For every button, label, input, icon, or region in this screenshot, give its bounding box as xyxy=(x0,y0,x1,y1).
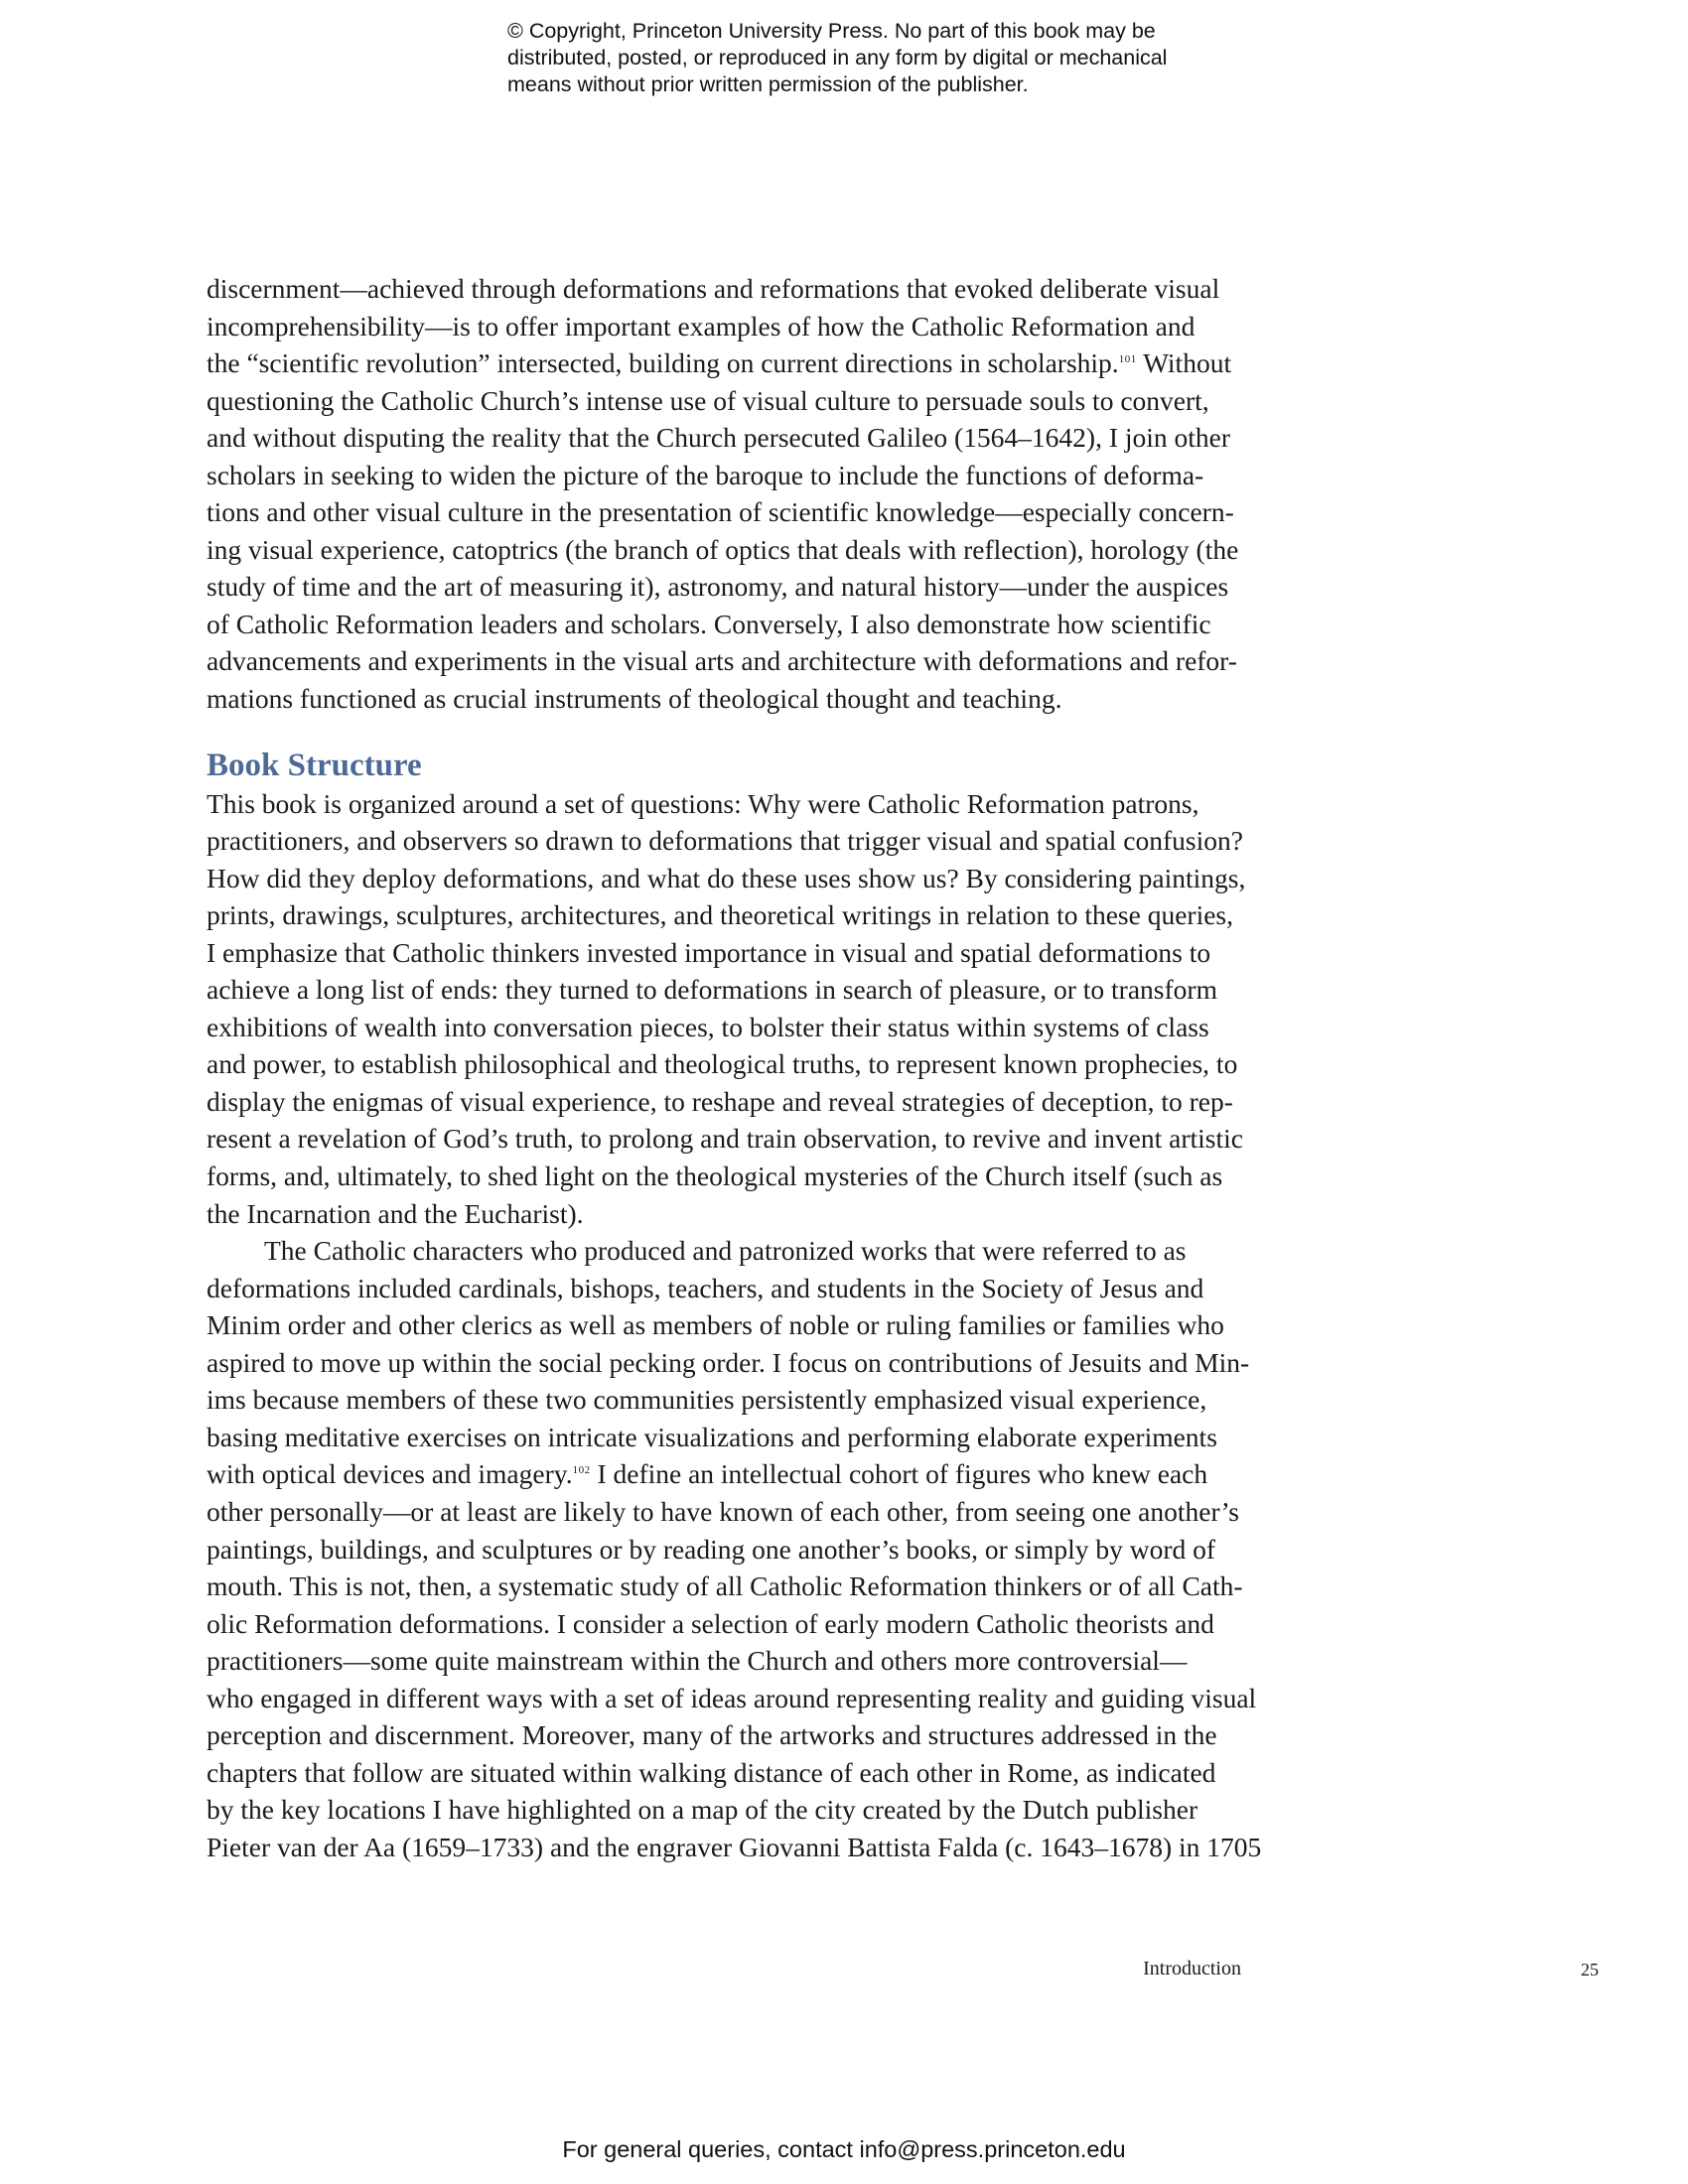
text-line: This book is organized around a set of questions: Why were Catholic Reformation patrons, xyxy=(207,787,1199,819)
footnote-marker[interactable]: 101 xyxy=(1118,352,1137,365)
text-line: other personally—or at least are likely to have known of each other, from seeing one another’s xyxy=(207,1495,1239,1527)
text-line: practitioners, and observers so drawn to deformations that trigger visual and spatial confusion? xyxy=(207,825,1243,857)
text-line: by the key locations I have highlighted on a map of the city created by the Dutch publisher xyxy=(207,1794,1198,1826)
text-line: and without disputing the reality that the Church persecuted Galileo (1564–1642), I join other xyxy=(207,422,1231,454)
paragraph-book-structure xyxy=(207,785,1261,1233)
text-line: discernment—achieved through deformations and reformations that evoked deliberate visual xyxy=(207,273,1220,304)
text-line: practitioners—some quite mainstream within the Church and others more controversial— xyxy=(207,1645,1188,1677)
copyright-line: distributed, posted, or reproduced in any form by digital or mechanical xyxy=(507,46,1168,69)
copyright-line: © Copyright, Princeton University Press. No part of this book may be xyxy=(507,19,1156,43)
text-line: prints, drawings, sculptures, architectures, and theoretical writings in relation to these queries, xyxy=(207,899,1234,931)
footnote-marker[interactable]: 102 xyxy=(572,1464,591,1477)
text-span: with optical devices and imagery. xyxy=(207,1458,573,1490)
text-line: scholars in seeking to widen the picture of the baroque to include the functions of deforma- xyxy=(207,459,1204,490)
page-number: 25 xyxy=(1581,1960,1599,1979)
text-line: advancements and experiments in the visual arts and architecture with deformations and refor- xyxy=(207,645,1237,677)
text-line: deformations included cardinals, bishops, teachers, and students in the Society of Jesus and xyxy=(207,1272,1204,1303)
text-line: exhibitions of wealth into conversation pieces, to bolster their status within systems of class xyxy=(207,1011,1209,1042)
text-line: The Catholic characters who produced and patronized works that were referred to as xyxy=(264,1235,1187,1267)
text-span: I define an intellectual cohort of figures who knew each xyxy=(590,1458,1208,1490)
section-heading: Book Structure xyxy=(207,747,422,783)
section-spacer xyxy=(207,718,1261,746)
text-line xyxy=(207,1455,1261,1493)
text-line: resent a revelation of God’s truth, to prolong and train observation, to revive and invent artistic xyxy=(207,1123,1243,1155)
contact-footer: For general queries, contact info@press.princeton.edu xyxy=(562,2136,1126,2162)
running-head: Introduction xyxy=(1143,1958,1241,1979)
text-line: Minim order and other clerics as well as members of noble or ruling families or families who xyxy=(207,1309,1224,1341)
text-line: who engaged in different ways with a set of ideas around representing reality and guiding visual xyxy=(207,1682,1257,1713)
text-span: Without xyxy=(1136,347,1232,379)
text-line: questioning the Catholic Church’s intense use of visual culture to persuade souls to convert, xyxy=(207,384,1209,416)
text-line: ims because members of these two communities persistently emphasized visual experience, xyxy=(207,1384,1207,1416)
text-line: mouth. This is not, then, a systematic study of all Catholic Reformation thinkers or of all Cath- xyxy=(207,1570,1243,1602)
page-body xyxy=(207,270,1261,1865)
text-span: the “scientific revolution” intersected, building on current directions in scholarship. xyxy=(207,347,1119,379)
text-line: achieve a long list of ends: they turned to deformations in search of pleasure, or to transform xyxy=(207,974,1217,1006)
text-line: incomprehensibility—is to offer important examples of how the Catholic Reformation and xyxy=(207,310,1196,341)
text-line: of Catholic Reformation leaders and scholars. Conversely, I also demonstrate how scientific xyxy=(207,608,1211,639)
text-line: and power, to establish philosophical and theological truths, to represent known prophecies, to xyxy=(207,1048,1238,1080)
text-line: olic Reformation deformations. I consider a selection of early modern Catholic theorists and xyxy=(207,1607,1214,1639)
text-line: I emphasize that Catholic thinkers invested importance in visual and spatial deformations to xyxy=(207,936,1211,968)
text-line: forms, and, ultimately, to shed light on the theological mysteries of the Church itself (such as xyxy=(207,1160,1223,1192)
text-line: Pieter van der Aa (1659–1733) and the engraver Giovanni Battista Falda (c. 1643–1678) in 1705 xyxy=(207,1831,1262,1862)
paragraph-discernment xyxy=(207,270,1261,718)
text-line: mations functioned as crucial instruments of theological thought and teaching. xyxy=(207,683,1062,715)
text-line: basing meditative exercises on intricate visualizations and performing elaborate experiments xyxy=(207,1421,1217,1452)
copyright-line: means without prior written permission of the publisher. xyxy=(507,72,1029,96)
paragraph-catholic-characters xyxy=(207,1232,1261,1865)
text-line: study of time and the art of measuring it), astronomy, and natural history—under the auspices xyxy=(207,571,1229,603)
text-line: tions and other visual culture in the presentation of scientific knowledge—especially concern- xyxy=(207,496,1234,528)
text-line: aspired to move up within the social pecking order. I focus on contributions of Jesuits and Min- xyxy=(207,1346,1250,1378)
text-line: How did they deploy deformations, and what do these uses show us? By considering paintings, xyxy=(207,862,1246,893)
text-line: perception and discernment. Moreover, many of the artworks and structures addressed in the xyxy=(207,1719,1217,1751)
text-line: the Incarnation and the Eucharist). xyxy=(207,1197,584,1229)
text-line: chapters that follow are situated within walking distance of each other in Rome, as indicated xyxy=(207,1756,1216,1788)
copyright-notice xyxy=(507,18,1262,98)
text-line xyxy=(207,344,1261,382)
text-line: display the enigmas of visual experience, to reshape and reveal strategies of deception, to rep- xyxy=(207,1085,1233,1117)
text-line: ing visual experience, catoptrics (the branch of optics that deals with reflection), horology (the xyxy=(207,533,1239,565)
text-line: paintings, buildings, and sculptures or by reading one another’s books, or simply by word of xyxy=(207,1533,1216,1565)
